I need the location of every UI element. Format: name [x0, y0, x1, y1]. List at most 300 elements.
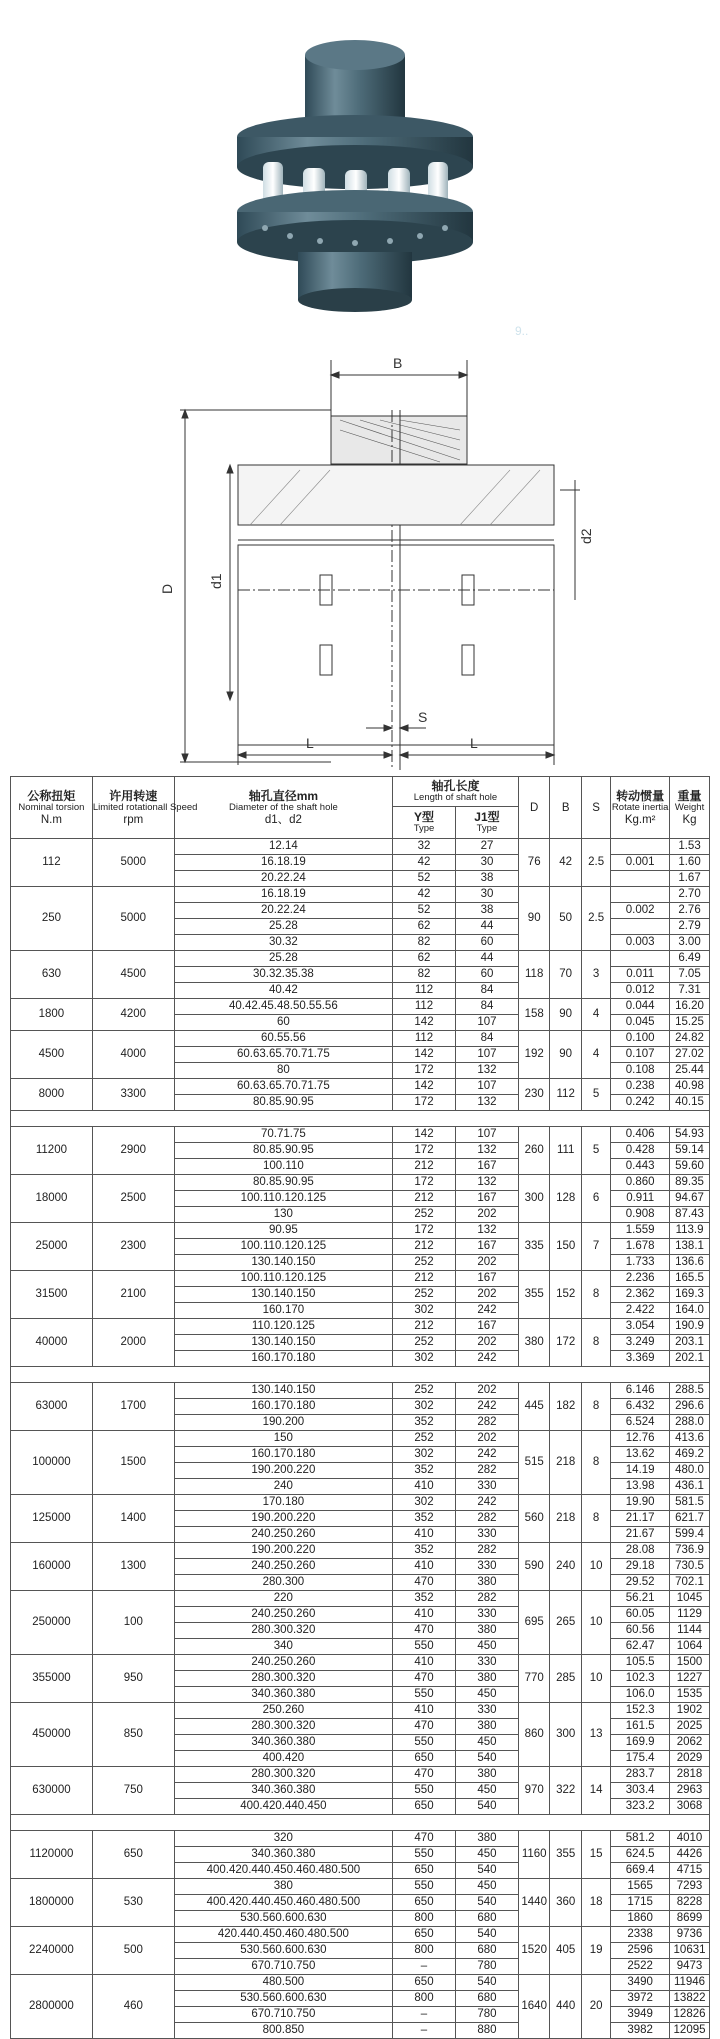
d-cell: 1520 [518, 1927, 549, 1975]
j1-length-cell: 380 [455, 1767, 518, 1783]
j1-length-cell: 84 [455, 999, 518, 1015]
j1-length-cell: 202 [455, 1431, 518, 1447]
inertia-cell: 0.860 [611, 1175, 670, 1191]
j1-length-cell: 330 [455, 1479, 518, 1495]
y-length-cell: 302 [393, 1303, 456, 1319]
diameter-cell: 340.360.380 [174, 1783, 392, 1799]
j1-length-cell: 107 [455, 1127, 518, 1143]
header-weight-en: Weight [674, 801, 705, 813]
diameter-cell: 400.420 [174, 1751, 392, 1767]
j1-length-cell: 330 [455, 1703, 518, 1719]
y-length-cell: 410 [393, 1703, 456, 1719]
weight-cell: 11946 [670, 1975, 710, 1991]
inertia-cell: 2.422 [611, 1303, 670, 1319]
torque-cell: 25000 [11, 1223, 93, 1271]
s-cell: 4 [581, 999, 610, 1031]
inertia-cell: 3.369 [611, 1351, 670, 1367]
y-length-cell: 42 [393, 855, 456, 871]
torque-cell: 100000 [11, 1431, 93, 1495]
s-cell: 5 [581, 1079, 610, 1111]
header-diameter-cn: 轴孔直径mm [248, 788, 319, 803]
speed-cell: 3300 [92, 1079, 174, 1111]
j1-length-cell: 540 [455, 1895, 518, 1911]
j1-length-cell: 242 [455, 1303, 518, 1319]
d-cell: 1160 [518, 1831, 549, 1879]
y-length-cell: 302 [393, 1351, 456, 1367]
j1-length-cell: 132 [455, 1223, 518, 1239]
inertia-cell: 3.054 [611, 1319, 670, 1335]
header-speed [92, 777, 198, 839]
weight-cell: 1064 [670, 1639, 710, 1655]
header-inertia-unit: Kg.m² [624, 813, 656, 826]
inertia-cell: 175.4 [611, 1751, 670, 1767]
diameter-cell: 160.170.180 [174, 1351, 392, 1367]
inertia-cell: 62.47 [611, 1639, 670, 1655]
diameter-cell: 40.42 [174, 983, 392, 999]
inertia-cell: 669.4 [611, 1863, 670, 1879]
inertia-cell: 323.2 [611, 1799, 670, 1815]
j1-length-cell: 330 [455, 1607, 518, 1623]
inertia-cell: 0.242 [611, 1095, 670, 1111]
header-speed-en: Limited rotationall Speed [92, 801, 198, 813]
y-length-cell: 172 [393, 1143, 456, 1159]
inertia-cell: 2596 [611, 1943, 670, 1959]
torque-cell: 1800 [11, 999, 93, 1031]
y-length-cell: 112 [393, 983, 456, 999]
header-diameter-en: Diameter of the shaft hole [228, 801, 338, 813]
y-length-cell: 252 [393, 1207, 456, 1223]
header-j1-en: Type [476, 822, 498, 834]
header-torque-en: Nominal torsion [18, 801, 85, 813]
weight-cell: 40.98 [670, 1079, 710, 1095]
table-row [11, 1927, 710, 1943]
y-length-cell: 112 [393, 999, 456, 1015]
inertia-cell: 303.4 [611, 1783, 670, 1799]
s-cell: 13 [581, 1703, 610, 1767]
speed-cell: 1700 [92, 1383, 174, 1431]
speed-cell: 2000 [92, 1319, 174, 1367]
weight-cell: 436.1 [670, 1479, 710, 1495]
y-length-cell: 550 [393, 1639, 456, 1655]
dim-label-b: B [393, 355, 403, 371]
speed-cell: 4500 [92, 951, 174, 999]
weight-cell: 203.1 [670, 1335, 710, 1351]
header-weight-cn: 重量 [677, 788, 702, 803]
j1-length-cell: 167 [455, 1191, 518, 1207]
y-length-cell: – [393, 2023, 456, 2039]
weight-cell: 10631 [670, 1943, 710, 1959]
diameter-cell: 130.140.150 [174, 1287, 392, 1303]
inertia-cell: 1860 [611, 1911, 670, 1927]
y-length-cell: 410 [393, 1479, 456, 1495]
inertia-cell: 0.238 [611, 1079, 670, 1095]
weight-cell: 3068 [670, 1799, 710, 1815]
inertia-cell: 0.002 [611, 903, 670, 919]
y-length-cell: 62 [393, 951, 456, 967]
diameter-cell: 150 [174, 1431, 392, 1447]
y-length-cell: 82 [393, 935, 456, 951]
diameter-cell: 60 [174, 1015, 392, 1031]
header-j1-cn: J1型 [474, 809, 500, 824]
weight-cell: 94.67 [670, 1191, 710, 1207]
speed-cell: 100 [92, 1591, 174, 1655]
s-cell: 15 [581, 1831, 610, 1879]
weight-cell: 7.05 [670, 967, 710, 983]
torque-cell: 1800000 [11, 1879, 93, 1927]
weight-cell: 296.6 [670, 1399, 710, 1415]
diameter-cell: 240.250.260 [174, 1559, 392, 1575]
y-length-cell: 52 [393, 903, 456, 919]
y-length-cell: 52 [393, 871, 456, 887]
inertia-cell: 0.100 [611, 1031, 670, 1047]
y-length-cell: 550 [393, 1847, 456, 1863]
y-length-cell: 212 [393, 1191, 456, 1207]
y-length-cell: 650 [393, 1927, 456, 1943]
j1-length-cell: 330 [455, 1655, 518, 1671]
torque-cell: 40000 [11, 1319, 93, 1367]
y-length-cell: 172 [393, 1095, 456, 1111]
d-cell: 230 [518, 1079, 549, 1111]
y-length-cell: 32 [393, 839, 456, 855]
diameter-cell: 190.200.220 [174, 1511, 392, 1527]
coupling-section-drawing [0, 345, 720, 765]
d-cell: 158 [518, 999, 549, 1031]
diameter-cell: 190.200.220 [174, 1463, 392, 1479]
j1-length-cell: 680 [455, 1911, 518, 1927]
diameter-cell: 480.500 [174, 1975, 392, 1991]
inertia-cell: 0.045 [611, 1015, 670, 1031]
b-cell: 182 [550, 1383, 581, 1431]
inertia-cell: 60.56 [611, 1623, 670, 1639]
weight-cell: 40.15 [670, 1095, 710, 1111]
weight-cell: 413.6 [670, 1431, 710, 1447]
dim-label-s: S [418, 709, 428, 725]
y-length-cell: 650 [393, 1895, 456, 1911]
diameter-cell: 130.140.150 [174, 1383, 392, 1399]
weight-cell: 9473 [670, 1959, 710, 1975]
diameter-cell: 100.110.120.125 [174, 1191, 392, 1207]
torque-cell: 2800000 [11, 1975, 93, 2039]
j1-length-cell: 202 [455, 1287, 518, 1303]
weight-cell: 6.49 [670, 951, 710, 967]
inertia-cell: 0.044 [611, 999, 670, 1015]
inertia-cell: 169.9 [611, 1735, 670, 1751]
inertia-cell: 3972 [611, 1991, 670, 2007]
b-cell: 172 [550, 1319, 581, 1367]
y-length-cell: 470 [393, 1575, 456, 1591]
y-length-cell: 142 [393, 1127, 456, 1143]
y-length-cell: 800 [393, 1991, 456, 2007]
j1-length-cell: 107 [455, 1015, 518, 1031]
j1-length-cell: 167 [455, 1271, 518, 1287]
b-cell: 440 [550, 1975, 581, 2039]
diameter-cell: 380 [174, 1879, 392, 1895]
torque-cell: 630 [11, 951, 93, 999]
speed-cell: 2300 [92, 1223, 174, 1271]
group-separator [11, 1111, 710, 1127]
y-length-cell: 550 [393, 1783, 456, 1799]
j1-length-cell: 380 [455, 1575, 518, 1591]
header-row-1 [11, 777, 710, 807]
b-cell: 285 [550, 1655, 581, 1703]
j1-length-cell: 30 [455, 855, 518, 871]
y-length-cell: 252 [393, 1383, 456, 1399]
s-cell: 7 [581, 1223, 610, 1271]
inertia-cell: 2.362 [611, 1287, 670, 1303]
weight-cell: 59.14 [670, 1143, 710, 1159]
b-cell: 90 [550, 1031, 581, 1079]
weight-cell: 1500 [670, 1655, 710, 1671]
table-row [11, 839, 710, 855]
b-cell: 150 [550, 1223, 581, 1271]
header-speed-unit: rpm [123, 813, 144, 826]
weight-cell: 12095 [670, 2023, 710, 2039]
j1-length-cell: 450 [455, 1783, 518, 1799]
speed-cell: 950 [92, 1655, 174, 1703]
weight-cell: 4010 [670, 1831, 710, 1847]
b-cell: 90 [550, 999, 581, 1031]
group-separator [11, 1815, 710, 1831]
speed-cell: 1400 [92, 1495, 174, 1543]
b-cell: 322 [550, 1767, 581, 1815]
torque-cell: 11200 [11, 1127, 93, 1175]
inertia-cell: 1.678 [611, 1239, 670, 1255]
b-cell: 70 [550, 951, 581, 999]
y-length-cell: 172 [393, 1063, 456, 1079]
diameter-cell: 280.300.320 [174, 1623, 392, 1639]
j1-length-cell: 167 [455, 1159, 518, 1175]
s-cell: 6 [581, 1175, 610, 1223]
diameter-cell: 190.200.220 [174, 1543, 392, 1559]
header-torque [11, 777, 93, 839]
weight-cell: 2029 [670, 1751, 710, 1767]
y-length-cell: 352 [393, 1591, 456, 1607]
diameter-cell: 60.63.65.70.71.75 [174, 1079, 392, 1095]
s-cell: 19 [581, 1927, 610, 1975]
diameter-cell: 80.85.90.95 [174, 1095, 392, 1111]
j1-length-cell: 330 [455, 1559, 518, 1575]
inertia-cell [611, 919, 670, 935]
weight-cell: 1129 [670, 1607, 710, 1623]
j1-length-cell: 450 [455, 1639, 518, 1655]
d-cell: 970 [518, 1767, 549, 1815]
j1-length-cell: 132 [455, 1095, 518, 1111]
inertia-cell: 1.733 [611, 1255, 670, 1271]
table-row [11, 1975, 710, 1991]
header-weight [670, 777, 710, 839]
inertia-cell: 0.001 [611, 855, 670, 871]
d-cell: 1640 [518, 1975, 549, 2039]
diameter-cell: 240.250.260 [174, 1527, 392, 1543]
diameter-cell: 240.250.260 [174, 1607, 392, 1623]
y-length-cell: 142 [393, 1047, 456, 1063]
inertia-cell: 152.3 [611, 1703, 670, 1719]
dim-label-l-left: L [306, 735, 314, 751]
j1-length-cell: 38 [455, 871, 518, 887]
inertia-cell: 0.911 [611, 1191, 670, 1207]
diameter-cell: 80.85.90.95 [174, 1175, 392, 1191]
y-length-cell: 470 [393, 1671, 456, 1687]
diameter-cell: 340.360.380 [174, 1735, 392, 1751]
y-length-cell: 650 [393, 1863, 456, 1879]
diameter-cell: 20.22.24 [174, 903, 392, 919]
s-cell: 4 [581, 1031, 610, 1079]
d-cell: 770 [518, 1655, 549, 1703]
torque-cell: 160000 [11, 1543, 93, 1591]
diameter-cell: 400.420.440.450 [174, 1799, 392, 1815]
diameter-cell: 240 [174, 1479, 392, 1495]
j1-length-cell: 380 [455, 1623, 518, 1639]
y-length-cell: 252 [393, 1287, 456, 1303]
j1-length-cell: 330 [455, 1527, 518, 1543]
weight-cell: 480.0 [670, 1463, 710, 1479]
diameter-cell: 320 [174, 1831, 392, 1847]
diameter-cell: 110.120.125 [174, 1319, 392, 1335]
y-length-cell: 212 [393, 1159, 456, 1175]
y-length-cell: 800 [393, 1911, 456, 1927]
torque-cell: 630000 [11, 1767, 93, 1815]
j1-length-cell: 780 [455, 1959, 518, 1975]
weight-cell: 138.1 [670, 1239, 710, 1255]
y-length-cell: 650 [393, 1751, 456, 1767]
d-cell: 380 [518, 1319, 549, 1367]
table-row [11, 1175, 710, 1191]
diameter-cell: 530.560.600.630 [174, 1991, 392, 2007]
weight-cell: 288.0 [670, 1415, 710, 1431]
speed-cell: 650 [92, 1831, 174, 1879]
s-cell: 10 [581, 1655, 610, 1703]
header-torque-cn: 公称扭矩 [27, 788, 76, 803]
weight-cell: 2062 [670, 1735, 710, 1751]
speed-cell: 750 [92, 1767, 174, 1815]
weight-cell: 1902 [670, 1703, 710, 1719]
j1-length-cell: 880 [455, 2023, 518, 2039]
j1-length-cell: 60 [455, 935, 518, 951]
weight-cell: 1045 [670, 1591, 710, 1607]
diameter-cell: 340 [174, 1639, 392, 1655]
inertia-cell: 2522 [611, 1959, 670, 1975]
j1-length-cell: 380 [455, 1831, 518, 1847]
torque-cell: 355000 [11, 1655, 93, 1703]
header-weight-unit: Kg [682, 813, 697, 826]
weight-cell: 8228 [670, 1895, 710, 1911]
weight-cell: 164.0 [670, 1303, 710, 1319]
inertia-cell [611, 951, 670, 967]
d-cell: 192 [518, 1031, 549, 1079]
inertia-cell: 19.90 [611, 1495, 670, 1511]
s-cell: 8 [581, 1383, 610, 1431]
y-length-cell: 352 [393, 1511, 456, 1527]
j1-length-cell: 84 [455, 983, 518, 999]
header-inertia-en: Rotate inertia [611, 801, 669, 813]
y-length-cell: 142 [393, 1015, 456, 1031]
weight-cell: 2.76 [670, 903, 710, 919]
j1-length-cell: 450 [455, 1847, 518, 1863]
weight-cell: 3.00 [670, 935, 710, 951]
torque-cell: 112 [11, 839, 93, 887]
j1-length-cell: 132 [455, 1175, 518, 1191]
torque-cell: 125000 [11, 1495, 93, 1543]
y-length-cell: 650 [393, 1799, 456, 1815]
inertia-cell: 0.406 [611, 1127, 670, 1143]
weight-cell: 113.9 [670, 1223, 710, 1239]
weight-cell: 8699 [670, 1911, 710, 1927]
diameter-cell: 240.250.260 [174, 1655, 392, 1671]
b-cell: 355 [550, 1831, 581, 1879]
diameter-cell: 160.170.180 [174, 1399, 392, 1415]
y-length-cell: 410 [393, 1655, 456, 1671]
speed-cell: 2100 [92, 1271, 174, 1319]
y-length-cell: 172 [393, 1175, 456, 1191]
speed-cell: 2500 [92, 1175, 174, 1223]
j1-length-cell: 132 [455, 1063, 518, 1079]
j1-length-cell: 282 [455, 1543, 518, 1559]
s-cell: 8 [581, 1495, 610, 1543]
s-cell: 10 [581, 1591, 610, 1655]
y-length-cell: 142 [393, 1079, 456, 1095]
weight-cell: 1227 [670, 1671, 710, 1687]
diameter-cell: 670.710.750 [174, 2007, 392, 2023]
separator-cell [11, 1815, 710, 1831]
y-length-cell: 410 [393, 1559, 456, 1575]
j1-length-cell: 540 [455, 1863, 518, 1879]
table-row [11, 1127, 710, 1143]
j1-length-cell: 202 [455, 1383, 518, 1399]
inertia-cell: 6.146 [611, 1383, 670, 1399]
header-torque-unit: N.m [40, 813, 62, 826]
header-y-type [393, 807, 456, 839]
j1-length-cell: 202 [455, 1207, 518, 1223]
diameter-cell: 30.32 [174, 935, 392, 951]
b-cell: 111 [550, 1127, 581, 1175]
inertia-cell: 21.67 [611, 1527, 670, 1543]
weight-cell: 702.1 [670, 1575, 710, 1591]
j1-length-cell: 167 [455, 1239, 518, 1255]
speed-cell: 530 [92, 1879, 174, 1927]
j1-length-cell: 540 [455, 1799, 518, 1815]
j1-length-cell: 202 [455, 1255, 518, 1271]
weight-cell: 599.4 [670, 1527, 710, 1543]
table-row [11, 1431, 710, 1447]
table-row [11, 1767, 710, 1783]
torque-cell: 250000 [11, 1591, 93, 1655]
diameter-cell: 25.28 [174, 919, 392, 935]
b-cell: 218 [550, 1495, 581, 1543]
diameter-cell: 130.140.150 [174, 1335, 392, 1351]
diameter-cell: 130.140.150 [174, 1255, 392, 1271]
j1-length-cell: 540 [455, 1751, 518, 1767]
header-diameter-sub: d1、d2 [264, 813, 302, 826]
s-cell: 8 [581, 1319, 610, 1367]
diameter-cell: 80 [174, 1063, 392, 1079]
y-length-cell: 42 [393, 887, 456, 903]
diameter-cell: 70.71.75 [174, 1127, 392, 1143]
diameter-cell: 160.170.180 [174, 1447, 392, 1463]
inertia-cell: 0.012 [611, 983, 670, 999]
diameter-cell: 16.18.19 [174, 887, 392, 903]
weight-cell: 12826 [670, 2007, 710, 2023]
y-length-cell: 410 [393, 1527, 456, 1543]
weight-cell: 16.20 [670, 999, 710, 1015]
y-length-cell: 62 [393, 919, 456, 935]
weight-cell: 581.5 [670, 1495, 710, 1511]
speed-cell: 850 [92, 1703, 174, 1767]
diameter-cell: 280.300 [174, 1575, 392, 1591]
spec-table [10, 776, 710, 2039]
speed-cell: 5000 [92, 887, 174, 951]
y-length-cell: 82 [393, 967, 456, 983]
inertia-cell: 2338 [611, 1927, 670, 1943]
